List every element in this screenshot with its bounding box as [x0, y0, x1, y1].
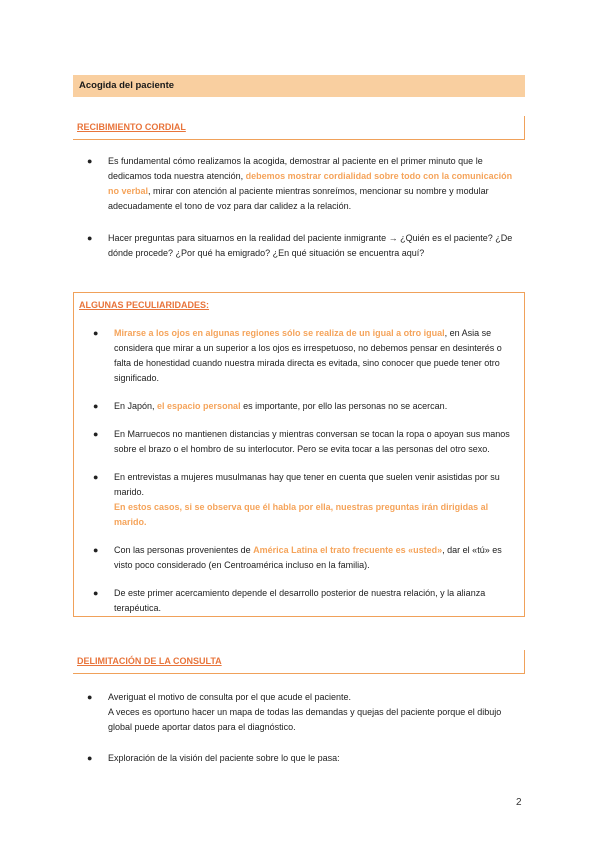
list-item: ● Hacer preguntas para situarnos en la realidad del paciente inmigrante → ¿Quién es el paciente? ¿De dónde procede? ¿Por qué ha emigrado? ¿En qué situación se encuentra aquí? — [87, 233, 513, 258]
bullet-icon: ● — [93, 429, 99, 439]
list-item: ● Con las personas provenientes de América Latina el trato frecuente es «usted», dar el «tú» es visto poco considerado (en Centroamérica incluso en la familia). — [93, 545, 502, 570]
bullet-icon: ● — [87, 692, 93, 702]
list-item: ● En Japón, el espacio personal es importante, por ello las personas no se acercan. — [114, 399, 520, 414]
section-header-delimitacion: DELIMITACIÓN DE LA CONSULTA — [73, 650, 525, 674]
bullet-icon: ● — [87, 753, 93, 763]
list-item: ● En Marruecos no mantienen distancias y mientras conversan se tocan la ropa o apoyan sus manos sobre el brazo o el hombro de su interlocutor. Pero se evita tocar a las personas del otro sexo. — [93, 429, 510, 454]
section-header-recibimiento: RECIBIMIENTO CORDIAL — [73, 116, 525, 140]
peculiaridades-list — [93, 326, 520, 616]
list-item: ● De este primer acercamiento depende el desarrollo posterior de nuestra relación, y la alianza terapéutica. — [93, 588, 486, 613]
section-header-peculiaridades: ALGUNAS PECULIARIDADES: — [79, 300, 210, 310]
list-item: ● En entrevistas a mujeres musulmanas hay que tener en cuenta que suelen venir asistidas por su marido. En estos casos, si se observa que él habla por ella, nuestras preguntas irán dirigidas al marido. — [93, 472, 500, 527]
bullet-icon: ● — [93, 588, 99, 598]
bullet-icon: ● — [93, 472, 99, 482]
recibimiento-list — [87, 154, 524, 261]
list-item: ● Es fundamental cómo realizamos la acogida, demostrar al paciente en el primer minuto que le dedicamos toda nuestra atención, debemos mostrar cordialidad sobre todo con la comunicación no verbal, mirar con atención al paciente mientras sonreímos, mencionar su nombre y modular adecuadamente el tono de voz para dar calidez a la relación. — [87, 156, 513, 211]
bullet-icon: ● — [87, 233, 93, 243]
bullet-icon: ● — [93, 328, 99, 338]
page-number: 2 — [516, 797, 522, 808]
list-item: ● Exploración de la visión del paciente sobre lo que le pasa: — [108, 751, 524, 766]
page-title: Acogida del paciente — [73, 75, 525, 97]
bullet-icon: ● — [93, 545, 99, 555]
list-item: ● Averiguat el motivo de consulta por el que acude el paciente. A veces es oportuno hacer un mapa de todas las demandas y quejas del paciente porque el dibujo global puede aportar datos para el diagnóstico. — [87, 692, 502, 732]
bullet-icon: ● — [87, 156, 93, 166]
list-item: ● Mirarse a los ojos en algunas regiones sólo se realiza de un igual a otro igual, en Asia se considera que mirar a un superior a los ojos es irrespetuoso, no debemos pensar en desinterés o falta de honestidad cuando nuestra mirada directa es evitada, sino conocer que puede tener otro significado. — [93, 328, 502, 383]
bullet-icon: ● — [93, 401, 99, 411]
delimitacion-list — [87, 690, 524, 766]
